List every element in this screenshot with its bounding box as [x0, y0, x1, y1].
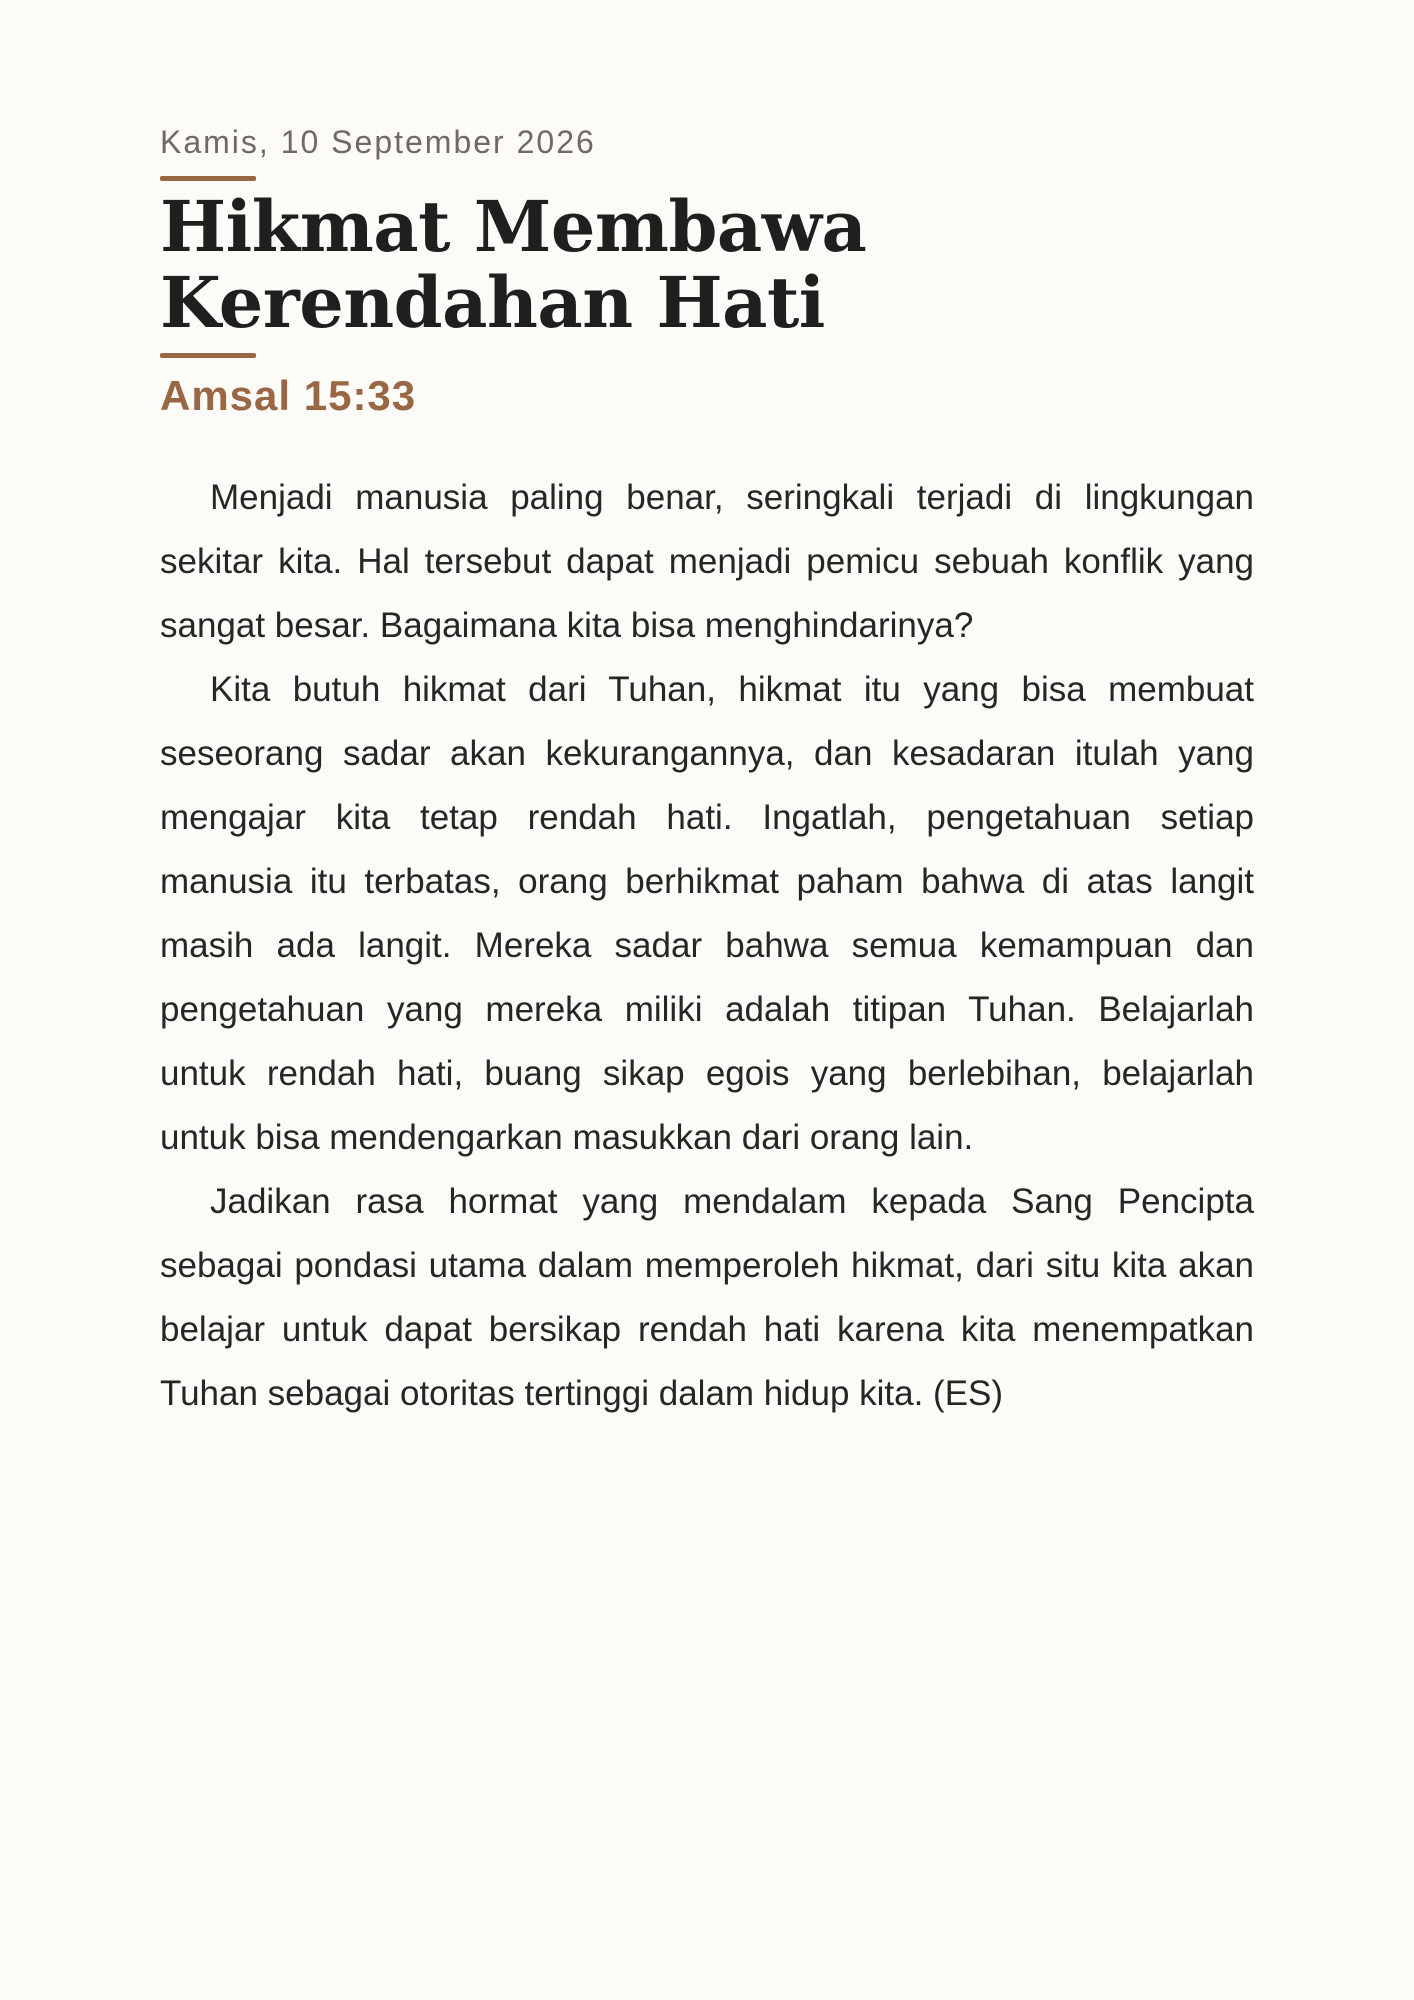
page-title: [160, 185, 1254, 344]
article-body: [160, 466, 1254, 1426]
devotional-page: [160, 118, 1254, 1426]
accent-divider-top: [160, 176, 256, 181]
paragraph-2: Kita butuh hikmat dari Tuhan, hikmat itu yang bisa membuat seseorang sadar akan kekurangannya, dan kesadaran itulah yang mengajar kita tetap rendah hati. Ingatlah, pengetahuan setiap manusia itu terbatas, orang berhikmat paham bahwa di atas langit masih ada langit. Mereka sadar bahwa semua kemampuan dan pengetahuan yang mereka miliki adalah titipan Tuhan. Belajarlah untuk rendah hati, buang sikap egois yang berlebihan, belajarlah untuk bisa mendengarkan masukkan dari orang lain.: [160, 670, 1254, 1157]
scripture-reference: Amsal 15:33: [160, 372, 417, 419]
accent-divider-bottom: [160, 353, 256, 358]
date-label: Kamis, 10 September 2026: [160, 124, 596, 160]
paragraph-1: Menjadi manusia paling benar, seringkali terjadi di lingkungan sekitar kita. Hal tersebut dapat menjadi pemicu sebuah konflik yang sangat besar. Bagaimana kita bisa menghindarinya?: [160, 478, 1254, 645]
title-line-2: Kerendahan Hati: [160, 261, 825, 344]
title-line-1: Hikmat Membawa: [160, 185, 867, 268]
paragraph-3: Jadikan rasa hormat yang mendalam kepada Sang Pencipta sebagai pondasi utama dalam memperoleh hikmat, dari situ kita akan belajar untuk dapat bersikap rendah hati karena kita menempatkan Tuhan sebagai otoritas tertinggi dalam hidup kita. (ES): [160, 1182, 1254, 1413]
